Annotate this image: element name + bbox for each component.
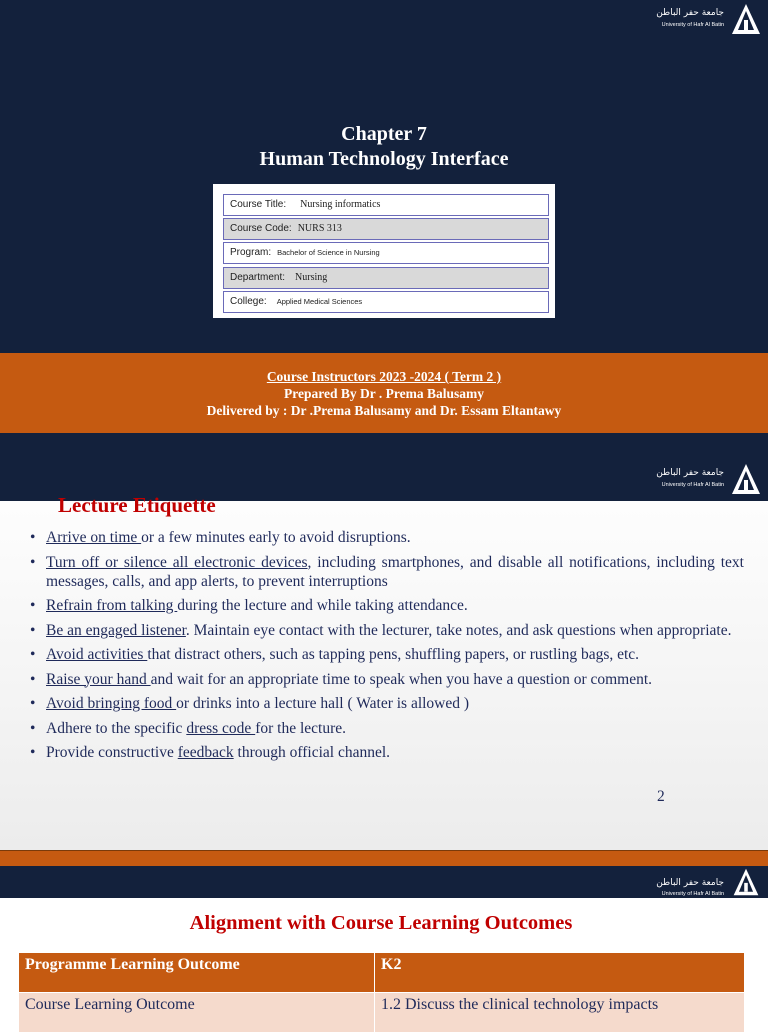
list-item <box>30 621 744 640</box>
logo-arabic-text: جامعة حفر الباطن <box>656 468 724 478</box>
course-title-label: Course Title: <box>230 199 287 210</box>
list-item <box>30 528 744 547</box>
logo-english-text: University of Hafr Al Batin <box>661 891 724 897</box>
table-cell: 1.2 Discuss the clinical technology impacts <box>375 993 745 1033</box>
item-text: through official channel. <box>233 744 391 761</box>
department-row <box>223 267 549 289</box>
instructors-band <box>0 353 768 433</box>
list-item <box>30 553 744 591</box>
slide-header-strip <box>0 866 768 898</box>
list-item <box>30 596 744 615</box>
university-emblem-icon <box>730 2 762 36</box>
table-header-row <box>19 953 745 993</box>
item-key-phrase: Avoid bringing food <box>46 695 177 712</box>
department-value: Nursing <box>295 272 328 283</box>
prepared-by: Prepared By Dr . Prema Balusamy <box>284 386 484 401</box>
logo-arabic-text: جامعة حفر الباطن <box>656 878 724 888</box>
slide-title: Alignment with Course Learning Outcomes <box>189 912 573 934</box>
item-text: and wait for an appropriate time to speak when you have a question or comment. <box>150 670 653 688</box>
list-item <box>30 645 744 664</box>
delivered-by: Delivered by : Dr .Prema Balusamy and Dr. Essam Eltantawy <box>206 403 562 418</box>
item-text: or drinks into a lecture hall ( Water is allowed ) <box>176 695 470 712</box>
item-text: that distract others, such as tapping pens, shuffling papers, or rustling bags, etc. <box>147 646 640 663</box>
course-code-value: NURS 313 <box>297 223 342 234</box>
course-title-value: Nursing informatics <box>300 199 381 210</box>
program-value: Bachelor of Science in Nursing <box>277 248 380 257</box>
course-code-row <box>223 218 549 240</box>
logo-arabic-text: جامعة حفر الباطن <box>656 8 724 18</box>
item-text: , including smartphones, and disable all notifications, including text messages, calls, and app alerts, to prevent interruptions <box>46 553 744 590</box>
item-text: or a few minutes early to avoid disruptions. <box>141 529 411 546</box>
instructors-heading: Course Instructors 2023 -2024 ( Term 2 ) <box>266 369 502 384</box>
item-text: for the lecture. <box>255 719 346 737</box>
slide-footer-bar <box>0 850 768 867</box>
university-emblem-icon <box>730 867 762 897</box>
course-title-row <box>223 194 549 216</box>
department-label: Department: <box>230 272 286 283</box>
outcomes-table <box>18 952 745 1033</box>
item-key-phrase: Be an engaged listener <box>46 621 186 639</box>
list-item <box>30 743 744 762</box>
item-key-phrase: feedback <box>177 744 234 761</box>
slide-title: Lecture Etiquette <box>58 493 216 517</box>
program-label: Program: <box>230 247 272 258</box>
item-key-phrase: Turn off or silence all electronic devices <box>46 553 308 571</box>
university-logo <box>656 866 762 902</box>
item-text-prefix: Provide constructive <box>46 744 178 761</box>
university-logo <box>656 432 762 488</box>
table-row <box>19 993 745 1033</box>
course-info-box <box>213 184 555 318</box>
etiquette-list <box>30 528 744 768</box>
item-text-prefix: Adhere to the specific <box>46 719 187 737</box>
table-header-cell: Programme Learning Outcome <box>19 953 375 993</box>
university-emblem-icon <box>730 462 762 496</box>
course-code-label: Course Code: <box>230 223 292 234</box>
logo-english-text: University of Hafr Al Batin <box>661 482 724 488</box>
item-key-phrase: Refrain from talking <box>46 597 178 614</box>
page-number: 2 <box>657 788 665 805</box>
item-key-phrase: Raise your hand <box>46 670 151 688</box>
list-item <box>30 694 744 713</box>
table-cell: Course Learning Outcome <box>19 993 375 1033</box>
item-text: . Maintain eye contact with the lecturer, take notes, and ask questions when appropriate. <box>185 621 732 639</box>
item-key-phrase: dress code <box>186 719 256 737</box>
college-label: College: <box>230 296 267 307</box>
university-logo <box>656 2 762 38</box>
item-text: during the lecture and while taking attendance. <box>177 597 468 614</box>
college-value: Applied Medical Sciences <box>276 297 363 306</box>
college-row <box>223 291 549 313</box>
logo-english-text: University of Hafr Al Batin <box>661 22 724 28</box>
program-row <box>223 242 549 264</box>
item-key-phrase: Avoid activities <box>46 646 148 663</box>
chapter-number: Chapter 7 <box>341 123 427 145</box>
item-key-phrase: Arrive on time <box>46 529 142 546</box>
table-header-cell: K2 <box>375 953 745 993</box>
list-item <box>30 719 744 738</box>
list-item <box>30 670 744 689</box>
chapter-title: Human Technology Interface <box>259 148 509 170</box>
